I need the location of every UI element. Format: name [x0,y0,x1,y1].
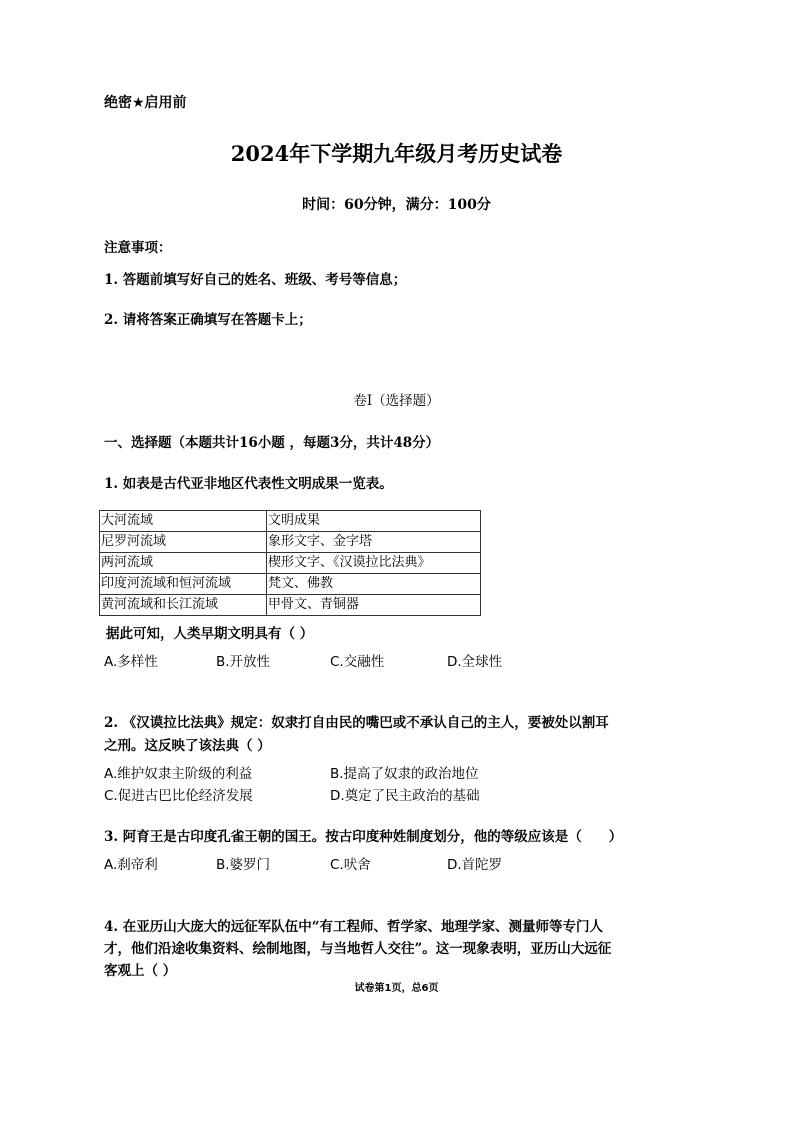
question-3-option-a: A.刹帝利 [104,857,158,873]
volume-title: 卷I（选择题） [353,393,440,409]
question-1-stem: 1. 如表是古代亚非地区代表性文明成果一览表。 [104,476,393,492]
table-row [100,532,481,553]
question-4-stem-line: 客观上（ ） [104,963,177,979]
table-cell: 梵文、佛教 [267,574,481,595]
table-row [100,511,481,532]
exam-time-score: 时间：60分钟，满分：100分 [302,197,491,213]
question-3-option-c: C.吠舍 [330,857,371,873]
table-row [100,553,481,574]
table-cell: 大河流域 [100,511,267,532]
civilization-table [99,510,481,616]
question-2-stem-line: 2. 《汉谟拉比法典》规定：奴隶打自由民的嘴巴或不承认自己的主人，要被处以割耳 [104,715,609,731]
table-cell: 甲骨文、青铜器 [267,595,481,616]
question-1-option-b: B.开放性 [216,654,271,670]
question-3-option-b: B.婆罗门 [216,857,271,873]
question-2-option-c: C.促进古巴比伦经济发展 [104,788,253,804]
question-2-option-d: D.奠定了民主政治的基础 [330,788,480,804]
question-1-option-d: D.全球性 [447,654,503,670]
question-2-stem-line: 之刑。这反映了该法典（ ） [104,738,271,754]
question-1-option-c: C.交融性 [330,654,385,670]
table-cell: 楔形文字、《汉谟拉比法典》 [267,553,481,574]
table-cell: 尼罗河流域 [100,532,267,553]
exam-title: 2024年下学期九年级月考历史试卷 [230,141,563,166]
question-1-prompt: 据此可知，人类早期文明具有（ ） [106,626,314,642]
table-cell: 黄河流域和长江流域 [100,595,267,616]
table-row [100,574,481,595]
question-4-stem-line: 才，他们沿途收集资料、绘制地图，与当地哲人交往”。这一现象表明，亚历山大远征 [104,941,612,957]
page-footer: 试卷第1页，总6页 [354,983,439,994]
table-cell: 文明成果 [267,511,481,532]
notice-item: 2. 请将答案正确填写在答题卡上； [104,312,312,328]
notice-heading: 注意事项： [104,240,172,256]
question-1-option-a: A.多样性 [104,654,158,670]
notice-item: 1. 答题前填写好自己的姓名、班级、考号等信息； [104,272,407,288]
table-cell: 两河流域 [100,553,267,574]
question-2-option-b: B.提高了奴隶的政治地位 [330,766,479,782]
section-heading: 一、选择题（本题共计16小题 ，每题3分，共计48分） [104,435,440,451]
table-row [100,595,481,616]
table-cell: 印度河流域和恒河流域 [100,574,267,595]
question-4-stem-line: 4. 在亚历山大庞大的远征军队伍中“有工程师、哲学家、地理学家、测量师等专门人 [104,919,604,935]
question-3-stem: 3. 阿育王是古印度孔雀王朝的国王。按古印度种姓制度划分，他的等级应该是（ ） [104,829,623,845]
confidential-label: 绝密★启用前 [104,95,187,111]
table-cell: 象形文字、金字塔 [267,532,481,553]
question-2-option-a: A.维护奴隶主阶级的利益 [104,766,253,782]
question-3-option-d: D.首陀罗 [447,857,503,873]
